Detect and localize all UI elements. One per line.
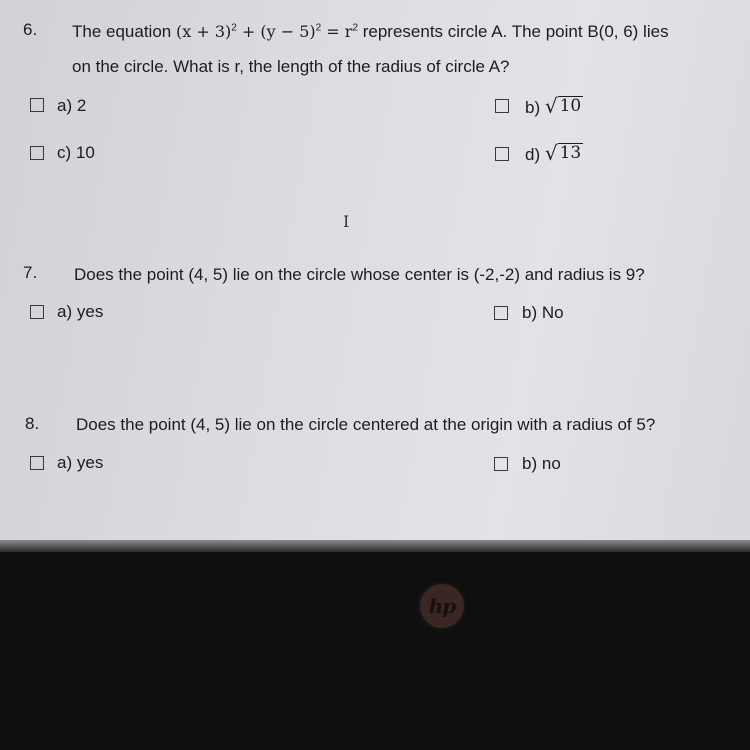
logo-text: hp	[428, 594, 456, 618]
equation-part: +	[236, 22, 261, 41]
option-b[interactable]	[522, 303, 564, 323]
option-label: a)	[57, 302, 73, 321]
option-a[interactable]	[57, 96, 86, 116]
option-label: b)	[525, 98, 541, 117]
laptop-bezel	[0, 552, 750, 750]
question-number: 6.	[23, 20, 38, 39]
question-number: 7.	[23, 263, 38, 282]
question-text: Does the point (4, 5) lie on the circle whose center is (-2,-2) and radius is 9?	[74, 265, 645, 284]
question-text-line	[72, 22, 669, 42]
option-value: 2	[76, 96, 87, 115]
option-label: c)	[57, 143, 72, 162]
option-label: d)	[525, 145, 541, 164]
hp-logo-icon	[420, 584, 464, 628]
equation-part: (y − 5)	[260, 22, 316, 41]
option-value: yes	[76, 302, 104, 321]
screen-edge	[0, 540, 750, 552]
option-label: a)	[57, 453, 73, 472]
option-d[interactable]	[525, 143, 583, 165]
option-a[interactable]	[57, 302, 103, 322]
text-cursor-icon: I	[343, 212, 350, 231]
equation-part: = r	[321, 22, 353, 41]
radical-sign: √	[544, 141, 558, 165]
equation-part: (x + 3)	[175, 22, 232, 41]
sqrt-expression	[545, 96, 583, 116]
exponent: 2	[231, 22, 237, 34]
option-label: a)	[57, 96, 73, 115]
option-value: 10	[75, 143, 95, 162]
question-number: 8.	[25, 414, 40, 433]
exponent: 2	[315, 22, 322, 34]
checkbox[interactable]	[494, 306, 508, 320]
checkbox[interactable]	[495, 147, 509, 161]
option-value: No	[541, 303, 564, 322]
radicand: 13	[559, 143, 582, 164]
option-b[interactable]	[522, 454, 561, 474]
option-c[interactable]	[57, 143, 95, 163]
checkbox[interactable]	[30, 98, 44, 112]
option-a[interactable]	[57, 453, 103, 473]
exponent: 2	[352, 22, 359, 34]
checkbox[interactable]	[30, 146, 44, 160]
option-label: b)	[522, 303, 538, 322]
option-value: yes	[76, 453, 104, 472]
question-text-line: on the circle. What is r, the length of the radius of circle A?	[72, 57, 510, 76]
checkbox[interactable]	[494, 457, 508, 471]
sqrt-expression	[545, 143, 583, 163]
checkbox[interactable]	[495, 99, 509, 113]
option-b[interactable]	[525, 96, 583, 118]
question-text-segment: The equation	[72, 22, 176, 41]
radical-sign: √	[544, 94, 558, 118]
checkbox[interactable]	[30, 305, 44, 319]
question-text-segment: represents circle A. The point B(0, 6) lies	[358, 22, 669, 41]
radicand: 10	[559, 96, 582, 117]
option-value: no	[541, 454, 561, 473]
checkbox[interactable]	[30, 456, 44, 470]
option-label: b)	[522, 454, 538, 473]
question-text: Does the point (4, 5) lie on the circle centered at the origin with a radius of 5?	[76, 415, 656, 434]
